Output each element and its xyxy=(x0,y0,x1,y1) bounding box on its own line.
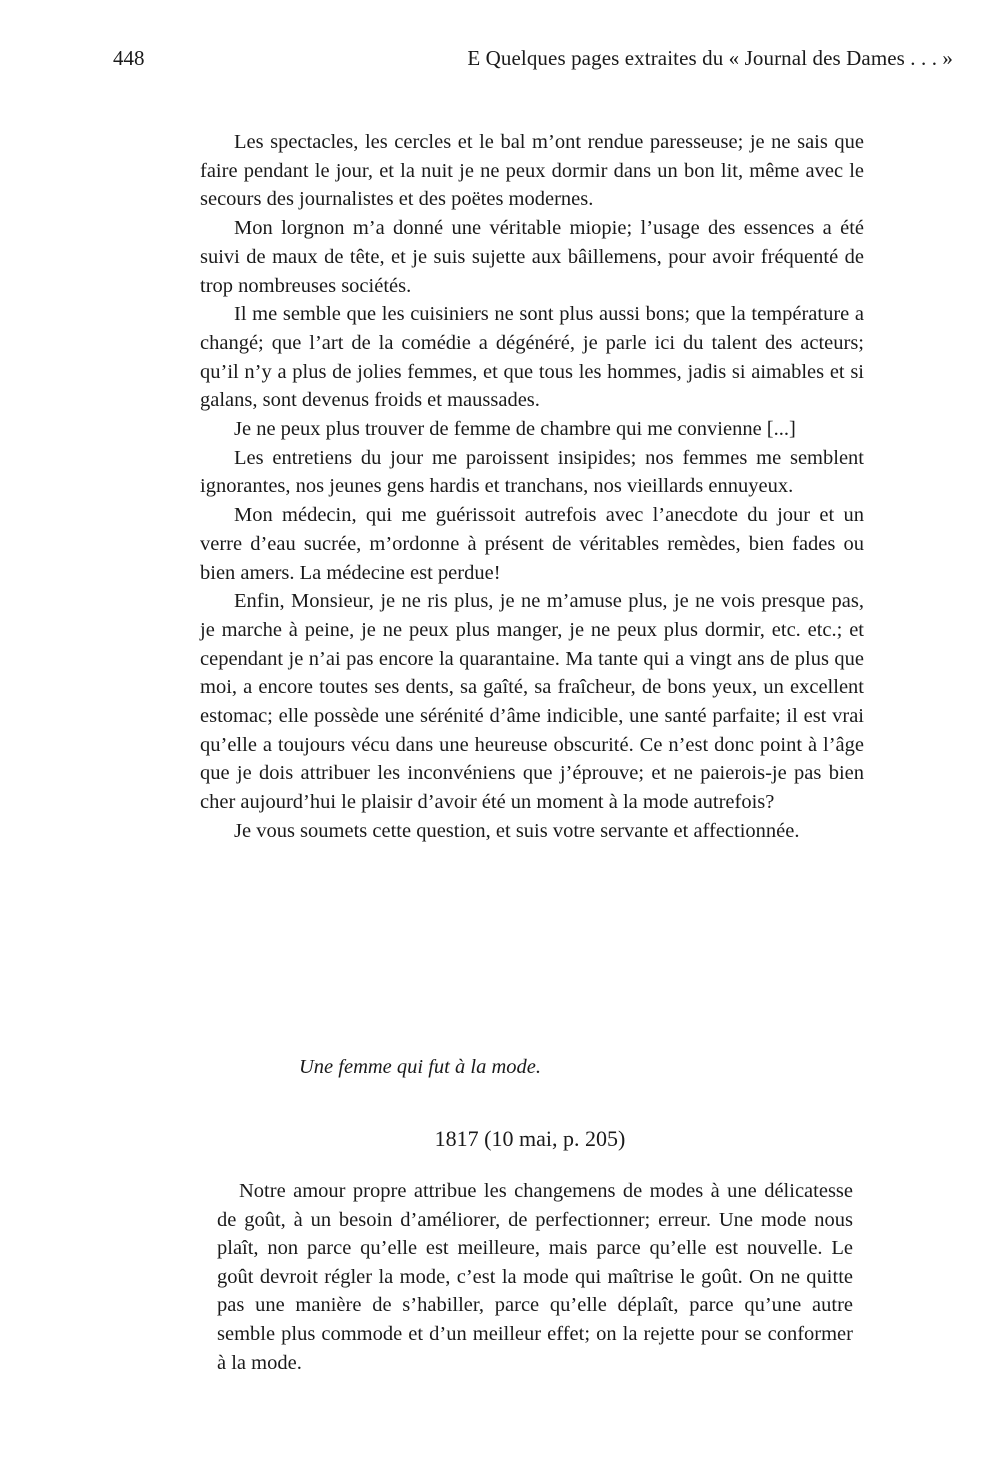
running-title: E Quelques pages extraites du « Journal des Dames . . . » xyxy=(467,46,953,70)
letter-paragraph: Mon médecin, qui me guérissoit autrefois avec l’anecdote du jour et un verre d’eau sucrée, m’ordonne à présent de véritables remèdes, bien fades ou bien amers. La médecine est perdue! xyxy=(200,504,864,584)
letter-body xyxy=(200,128,864,846)
page-number: 448 xyxy=(113,46,145,70)
letter-paragraph: Je ne peux plus trouver de femme de chambre qui me convienne [...] xyxy=(234,418,796,441)
letter-paragraph: Il me semble que les cuisiniers ne sont plus aussi bons; que la température a changé; que l’art de la comédie a dégénéré, je parle ici du talent des acteurs; qu’il n’y a plus de jolies femmes, et que tous les hommes, jadis si aimables et si galans, sont devenus froids et maussades. xyxy=(200,303,864,412)
letter-paragraph: Les spectacles, les cercles et le bal m’ont rendue paresseuse; je ne sais que faire pendant le jour, et la nuit je ne peux dormir dans un bon lit, même avec le secours des journalistes et des poëtes modernes. xyxy=(200,131,864,211)
letter-paragraph: Mon lorgnon m’a donné une véritable miopie; l’usage des essences a été suivi de maux de tête, et je suis sujette aux bâillemens, pour avoir fréquenté de trop nombreuses sociétés. xyxy=(200,217,864,297)
letter-paragraph: Enfin, Monsieur, je ne ris plus, je ne m’amuse plus, je ne vois presque pas, je marche à peine, je ne peux plus manger, je ne peux plus dormir, etc. etc.; et cependant je n’ai pas encore la quarantaine. Ma tante qui a vingt ans de plus que moi, a encore toutes ses dents, sa gaîté, sa fraîcheur, de bons yeux, un excellent estomac; elle possède une sérénité d’âme indicible, une santé parfaite; il est vrai qu’elle a toujours vécu dans une heureuse obscurité. Ce n’est donc point à l’âge que je dois attribuer les inconvéniens que j’éprouve; et ne paierois-je pas bien cher aujourd’hui le plaisir d’avoir été un moment à la mode autrefois? xyxy=(200,590,864,814)
section-heading: 1817 (10 mai, p. 205) xyxy=(434,1126,626,1151)
letter-signature: Une femme qui fut à la mode. xyxy=(299,1056,541,1078)
letter-closing: Je vous soumets cette question, et suis votre servante et affectionnée. xyxy=(234,819,800,842)
section-paragraph: Notre amour propre attribue les changemens de modes à une délicatesse de goût, à un besoin d’améliorer, de perfectionner; erreur. Une mode nous plaît, non parce qu’elle est meilleure, mais parce qu’elle est nouvelle. Le goût devroit régler la mode, c’est la mode qui maîtrise le goût. On ne quitte pas une manière de s’habiller, parce qu’elle déplaît, parce qu’une autre semble plus commode et d’un meilleur effet; on la rejette pour se conformer à la mode. xyxy=(217,1180,853,1374)
letter-paragraph: Les entretiens du jour me paroissent insipides; nos femmes me semblent ignorantes, nos jeunes gens hardis et tranchans, nos vieillards ennuyeux. xyxy=(200,446,864,498)
section-body xyxy=(217,1177,853,1377)
